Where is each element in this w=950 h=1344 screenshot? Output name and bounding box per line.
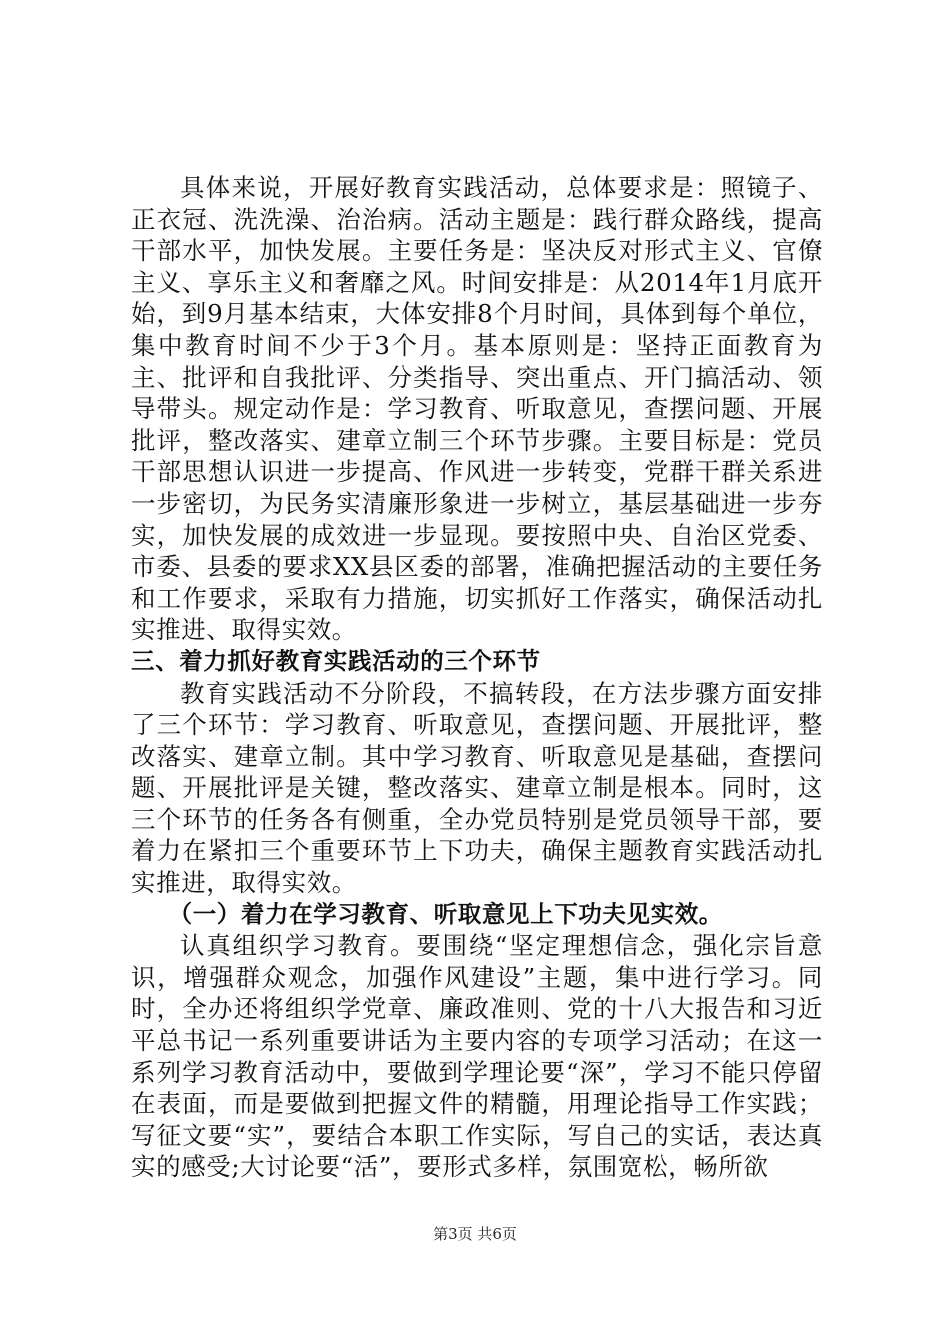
paragraph-three-links: 教育实践活动不分阶段，不搞转段，在方法步骤方面安排了三个环节：学习教育、听取意见，查摆问题、开展批评，整改落实、建章立制。其中学习教育、听取意见是基础，查摆问题、开展批评是关键，整改落实、建章立制是根本。同时，这三个环节的任务各有侧重，全办党员特别是党员领导干部，要着力在紧扣三个重要环节上下功夫，确保主题教育实践活动扎实推进，取得实效。: [131, 678, 823, 898]
section-heading-three-links: 三、着力抓好教育实践活动的三个环节: [131, 646, 541, 675]
document-body: [131, 172, 823, 1183]
paragraph-requirements: 具体来说，开展好教育实践活动，总体要求是：照镜子、正衣冠、洗洗澡、治治病。活动主题是：践行群众路线，提高干部水平，加快发展。主要任务是：坚决反对形式主义、官僚主义、享乐主义和奢靡之风。时间安排是：从2014年1月底开始，到9月基本结束，大体安排8个月时间，具体到每个单位，集中教育时间不少于3个月。基本原则是：坚持正面教育为主、批评和自我批评、分类指导、突出重点、开门搞活动、领导带头。规定动作是：学习教育、听取意见，查摆问题、开展批评，整改落实、建章立制三个环节步骤。主要目标是：党员干部思想认识进一步提高、作风进一步转变，党群干群关系进一步密切，为民务实清廉形象进一步树立，基层基础进一步夯实，加快发展的成效进一步显现。要按照中央、自治区党委、市委、县委的要求XX县区委的部署，准确把握活动的主要任务和工作要求，采取有力措施，切实抓好工作落实，确保活动扎实推进、取得实效。: [131, 173, 823, 645]
page-number-footer: 第3页 共6页: [433, 1225, 517, 1243]
paragraph-study-education: 认真组织学习教育。要围绕“坚定理想信念，强化宗旨意识，增强群众观念，加强作风建设”主题，集中进行学习。同时，全办还将组织学党章、廉政准则、党的十八大报告和习近平总书记一系列重要讲话为主要内容的专项学习活动；在这一系列学习教育活动中，要做到学理论要“深”，学习不能只停留在表面，而是要做到把握文件的精髓，用理论指导工作实践；写征文要“实”，要结合本职工作实际，写自己的实话，表达真实的感受;大讨论要“活”，要形式多样，氛围宽松，畅所欲: [131, 931, 823, 1182]
subsection-heading-study-education: （一）着力在学习教育、听取意见上下功夫见实效。: [168, 899, 723, 928]
